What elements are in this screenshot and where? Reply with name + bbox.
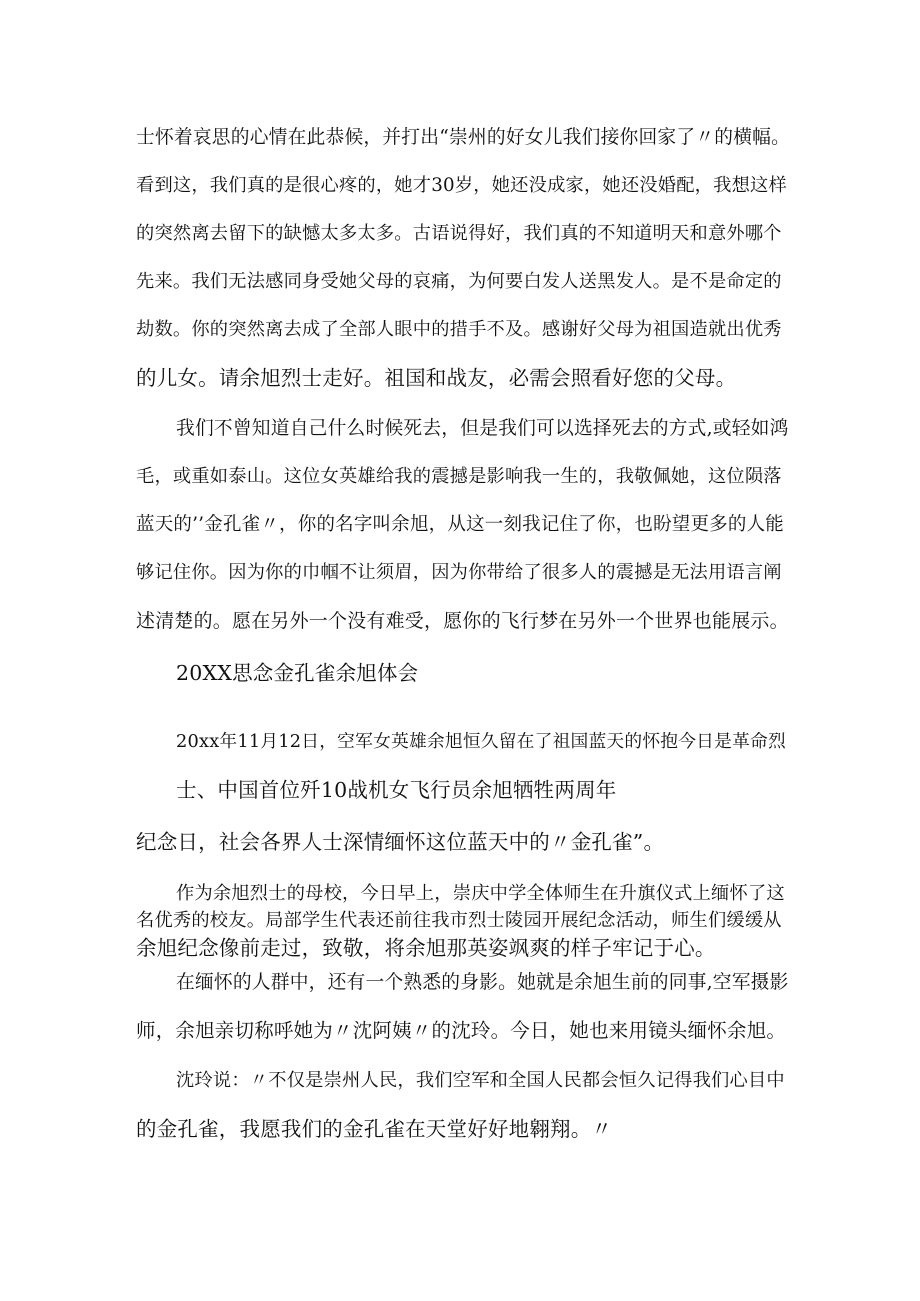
paragraph-2-line-4: 够记住你。因为你的巾帼不让须眉，因为你带给了很多人的震撼是无法用语言阐 [136,562,782,583]
paragraph-1-line-3: 的突然离去留下的缺憾太多太多。古语说得好，我们真的不知道明天和意外哪个 [136,223,782,244]
paragraph-1-line-1: 士怀着哀思的心情在此恭候，并打出“崇州的好女儿我们接你回家了〃的横幅。 [136,127,791,148]
paragraph-4-line-3: 余旭纪念像前走过，致敬，将余旭那英姿飒爽的样子牢记于心。 [136,936,716,960]
paragraph-1-line-6: 的儿女。请余旭烈士走好。祖国和战友，必需会照看好您的父母。 [136,366,737,390]
paragraph-2-line-2: 毛，或重如泰山。这位女英雄给我的震撼是影响我一生的，我敬佩她，这位陨落 [136,466,782,487]
paragraph-2-line-3: 蓝天的’’金孔雀〃，你的名字叫余旭，从这一刻我记住了你，也盼望更多的人能 [136,514,784,535]
paragraph-2-line-5: 述清楚的。愿在另外一个没有难受，愿你的飞行梦在另外一个世界也能展示。 [136,610,789,632]
paragraph-3-line-1: 20xx年11月12日，空军女英雄余旭恒久留在了祖国蓝天的怀抱今日是革命烈 [176,732,786,752]
paragraph-4-line-1: 作为余旭烈士的母校，今日早上，崇庆中学全体师生在升旗仪式上缅怀了这 [176,883,785,904]
paragraph-4-line-2: 名优秀的校友。局部学生代表还前往我市烈士陵园开展纪念活动，师生们缓缓从 [136,910,782,931]
paragraph-6-line-1: 沈玲说：〃不仅是崇州人民，我们空军和全国人民都会恒久记得我们心目中 [176,1070,785,1091]
paragraph-3-line-2: 士、中国首位歼10战机女飞行员余旭牺牲两周年 [176,778,617,802]
paragraph-3-line-3: 纪念日，社会各界人士深情缅怀这位蓝天中的〃金孔雀”。 [136,830,665,854]
paragraph-2-line-1: 我们不曾知道自己什么时候死去，但是我们可以选择死去的方式,或轻如鸿 [176,418,789,439]
paragraph-1-line-4: 先来。我们无法感同身受她父母的哀痛，为何要白发人送黑发人。是不是命定的 [136,271,782,292]
paragraph-1-line-2: 看到这，我们真的是很心疼的，她才30岁，她还没成家，她还没婚配，我想这样 [136,175,787,196]
paragraph-5-line-2: 师，余旭亲切称呼她为〃沈阿姨〃的沈玲。今日，她也来用镜头缅怀余旭。 [136,1019,787,1042]
paragraph-1-line-5: 劫数。你的突然离去成了全部人眼中的措手不及。感谢好父母为祖国造就出优秀 [136,319,782,340]
paragraph-6-line-2: 的金孔雀，我愿我们的金孔雀在天堂好好地翱翔。〃 [136,1117,613,1141]
paragraph-5-line-1: 在缅怀的人群中，还有一个熟悉的身影。她就是余旭生前的同事,空军摄影 [176,972,789,993]
section-heading: 20XX思念金孔雀余旭体会 [176,661,419,685]
